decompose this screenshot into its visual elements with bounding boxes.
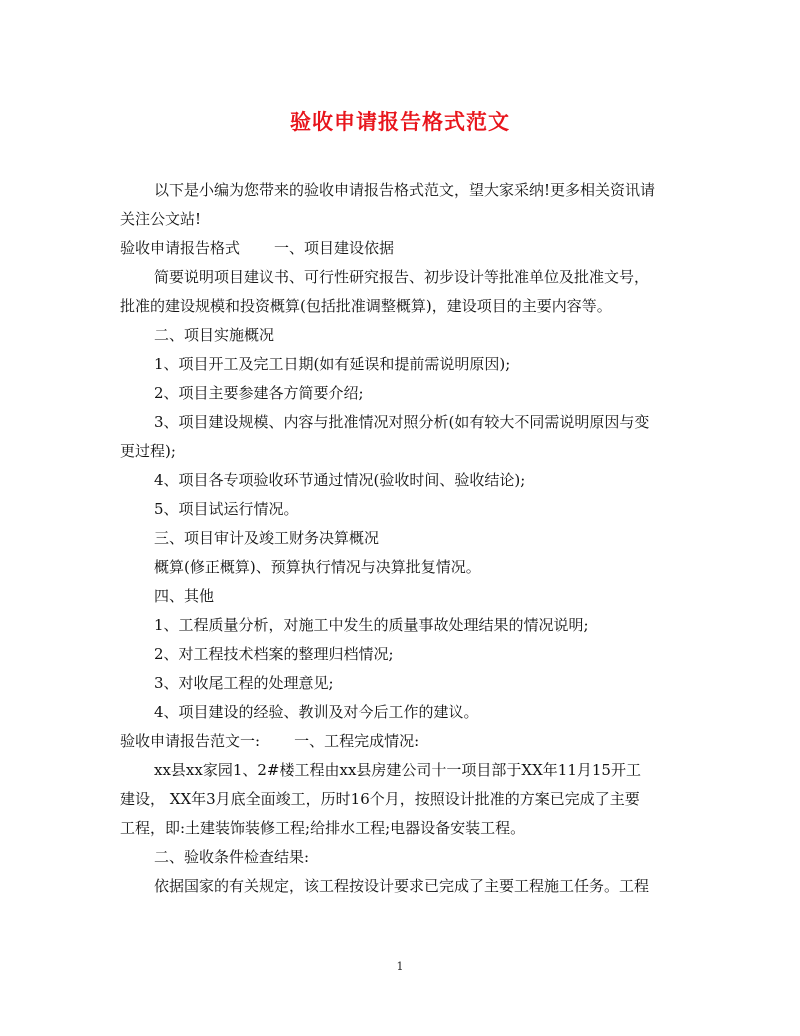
paragraph-line: 简要说明项目建议书、可行性研究报告、初步设计等批准单位及批准文号，: [154, 268, 650, 286]
paragraph-line: 依据国家的有关规定，该工程按设计要求已完成了主要工程施工任务。工程: [154, 877, 650, 895]
sample-heading: [120, 727, 676, 756]
section-heading-format: [120, 234, 676, 263]
document-body: [120, 176, 676, 901]
list-item: 4、项目各专项验收环节通过情况(验收时间、验收结论);: [154, 471, 526, 489]
list-item: 2、项目主要参建各方简要介绍;: [154, 384, 364, 402]
paragraph-line: 批准的建设规模和投资概算(包括批准调整概算)，建设项目的主要内容等。: [120, 297, 612, 315]
paragraph-line: 建设， XX年3月底全面竣工，历时16个月，按照设计批准的方案已完成了主要: [120, 790, 640, 808]
paragraph-line: xx县xx家园1、2#楼工程由xx县房建公司十一项目部于XX年11月15开工: [154, 761, 641, 779]
intro-line-1: 以下是小编为您带来的验收申请报告格式范文，望大家采纳!更多相关资讯请: [154, 181, 656, 199]
paragraph-line: 概算(修正概算)、预算执行情况与决算批复情况。: [154, 558, 481, 576]
list-item-continuation: 更过程);: [120, 442, 176, 460]
format-label: 验收申请报告格式: [120, 239, 241, 257]
list-item: 3、对收尾工程的处理意见;: [154, 674, 334, 692]
list-item: 1、工程质量分析，对施工中发生的质量事故处理结果的情况说明;: [154, 616, 589, 634]
document-title: 验收申请报告格式范文: [290, 109, 510, 134]
section-heading: 四、其他: [154, 587, 215, 605]
paragraph-line: 工程，即:土建装饰装修工程;给排水工程;电器设备安装工程。: [120, 819, 526, 837]
list-item: 5、项目试运行情况。: [154, 500, 299, 518]
sample-label: 验收申请报告范文一:: [120, 732, 261, 750]
completion-heading: 一、工程完成情况:: [294, 732, 420, 750]
intro-line-2: 关注公文站!: [120, 210, 202, 228]
list-item: 3、项目建设规模、内容与批准情况对照分析(如有较大不同需说明原因与变: [154, 413, 650, 431]
list-item: 1、项目开工及完工日期(如有延误和提前需说明原因);: [154, 355, 511, 373]
basis-heading: 一、项目建设依据: [274, 239, 395, 257]
section-heading: 二、项目实施概况: [154, 326, 275, 344]
section-heading: 二、验收条件检查结果:: [154, 848, 310, 866]
section-heading: 三、项目审计及竣工财务决算概况: [154, 529, 380, 547]
list-item: 4、项目建设的经验、教训及对今后工作的建议。: [154, 703, 479, 721]
page-number: 1: [396, 960, 404, 973]
list-item: 2、对工程技术档案的整理归档情况;: [154, 645, 394, 663]
